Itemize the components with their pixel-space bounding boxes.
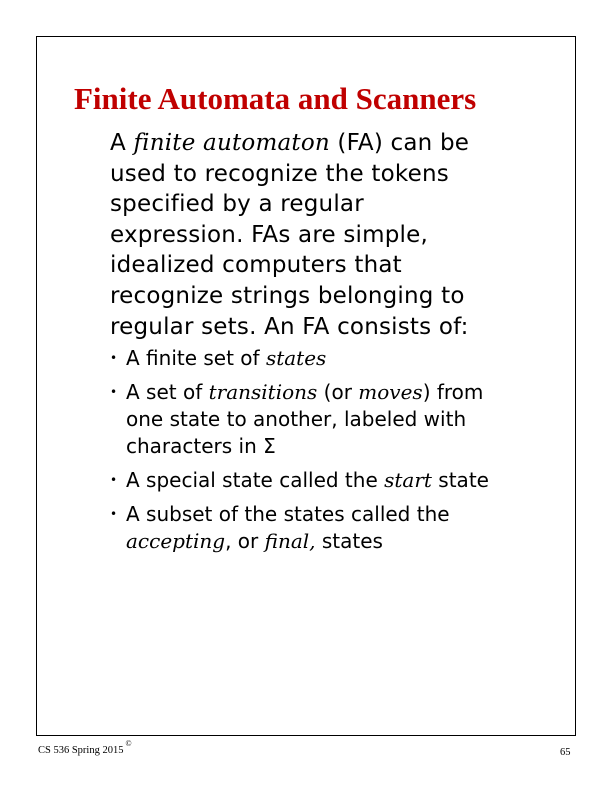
intro-line-5: idealized computers that — [110, 252, 402, 279]
term-final: final, — [264, 529, 316, 553]
intro-line-2: used to recognize the tokens — [110, 160, 449, 187]
copyright-symbol: © — [125, 739, 132, 748]
bullet-dot: • — [110, 385, 118, 399]
intro-line-3: specified by a regular — [110, 191, 364, 218]
intro-line-4: expression. FAs are simple, — [110, 221, 428, 248]
intro-paragraph — [110, 128, 550, 342]
page-number: 65 — [560, 747, 571, 758]
slide-title: Finite Automata and Scanners — [74, 81, 477, 116]
bullet-list — [110, 345, 550, 562]
term-finite-automaton: finite automaton — [133, 130, 330, 156]
bullet-dot: • — [110, 351, 118, 365]
term-moves: moves — [358, 380, 423, 404]
bullet-item-states: • A finite set of states — [110, 346, 327, 370]
term-transitions: transitions — [208, 380, 318, 404]
bullet-dot: • — [110, 507, 118, 521]
intro-line-6: recognize strings belonging to — [110, 282, 465, 309]
bullet-item-transitions: • A set of transitions (or moves) from one state to another, labeled with characters in Σ — [110, 380, 484, 458]
bullet-dot: • — [110, 473, 118, 487]
intro-line-7: regular sets. An FA consists of: — [110, 313, 469, 340]
term-start: start — [384, 468, 432, 492]
footer-course: CS 536 Spring 2015© — [38, 739, 132, 756]
term-accepting: accepting — [126, 529, 226, 553]
intro-line-1: A finite automaton (FA) can be — [110, 130, 470, 156]
bullet-item-start-state: • A special state called the start state — [110, 468, 489, 492]
bullet-item-accepting-states: • A subset of the states called the accepting, or final, states — [110, 502, 450, 553]
term-states: states — [265, 346, 327, 370]
